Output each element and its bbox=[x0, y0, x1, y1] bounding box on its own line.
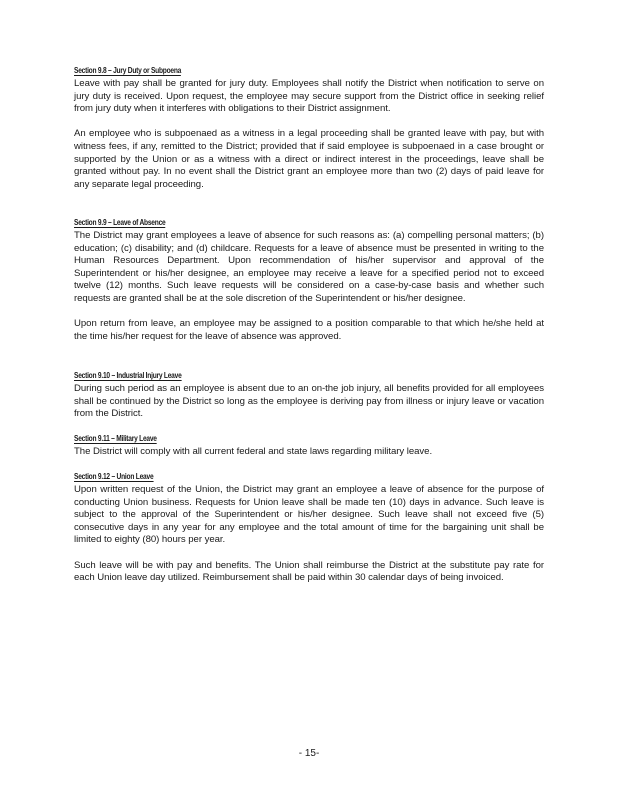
section-9-12 bbox=[74, 466, 544, 585]
paragraph: Upon return from leave, an employee may be assigned to a position comparable to that which he/she held at the time his/her request for the leave of absence was approved. bbox=[74, 318, 544, 342]
section-heading: Section 9.11 – Military Leave bbox=[74, 433, 157, 443]
paragraph: An employee who is subpoenaed as a witness in a legal proceeding shall be granted leave with pay, but with witness fees, if any, remitted to the District; provided that if said employee is subpoenaed in a case brought or supported by the Union or as a witness with a direct or indirect interest in the proceedings, leave shall be granted without pay. In no event shall the District grant an employee more than two (2) days of paid leave for any separate legal proceeding. bbox=[74, 128, 544, 190]
paragraph: Upon written request of the Union, the District may grant an employee a leave of absence for the purpose of conducting Union business. Requests for Union leave shall be made ten (10) days in advance. Such leave is subject to the approval of the Superintendent or his/her designee. Such leave shall not exceed five (5) consecutive days in any year for any employee and the total amount of time for the bargaining unit shall be limited to eighty (80) hours per year. bbox=[74, 484, 544, 546]
paragraph: During such period as an employee is absent due to an on-the job injury, all benefits provided for all employees shall be continued by the District so long as the employee is deriving pay from illness or injury leave or vacation from the District. bbox=[74, 383, 544, 420]
section-9-11 bbox=[74, 428, 544, 459]
section-9-10 bbox=[74, 365, 544, 421]
paragraph: The District may grant employees a leave of absence for such reasons as: (a) compelling personal matters; (b) education; (c) disability; and (d) childcare. Requests for a leave of absence must be presented in writing to the Human Resources Department. Upon recommendation of his/her supervisor and approval of the Superintendent or his/her designee, an employee may receive a leave for a specified period not to exceed twelve (12) months. Such leave requests will be considered on a case-by-case basis and whether such requests are granted shall be at the sole discretion of the Superintendent or his/her designee. bbox=[74, 230, 544, 304]
section-heading: Section 9.12 – Union Leave bbox=[74, 471, 154, 481]
section-9-8 bbox=[74, 60, 544, 191]
section-9-9 bbox=[74, 212, 544, 343]
paragraph: Such leave will be with pay and benefits. The Union shall reimburse the District at the substitute pay rate for each Union leave day utilized. Reimbursement shall be paid within 30 calendar days of being invoiced. bbox=[74, 559, 544, 584]
paragraph: Leave with pay shall be granted for jury duty. Employees shall notify the District when notification to serve on jury duty is received. Upon request, the employee may secure support from the District office in seeking relief from jury duty when it interferes with obligations to their District assignment. bbox=[74, 78, 544, 115]
page-number: - 15- bbox=[298, 748, 320, 759]
section-heading: Section 9.9 – Leave of Absence bbox=[74, 217, 166, 227]
section-heading: Section 9.10 – Industrial Injury Leave bbox=[74, 370, 182, 380]
paragraph: The District will comply with all current federal and state laws regarding military leave. bbox=[74, 446, 433, 457]
section-heading: Section 9.8 – Jury Duty or Subpoena bbox=[74, 65, 182, 75]
